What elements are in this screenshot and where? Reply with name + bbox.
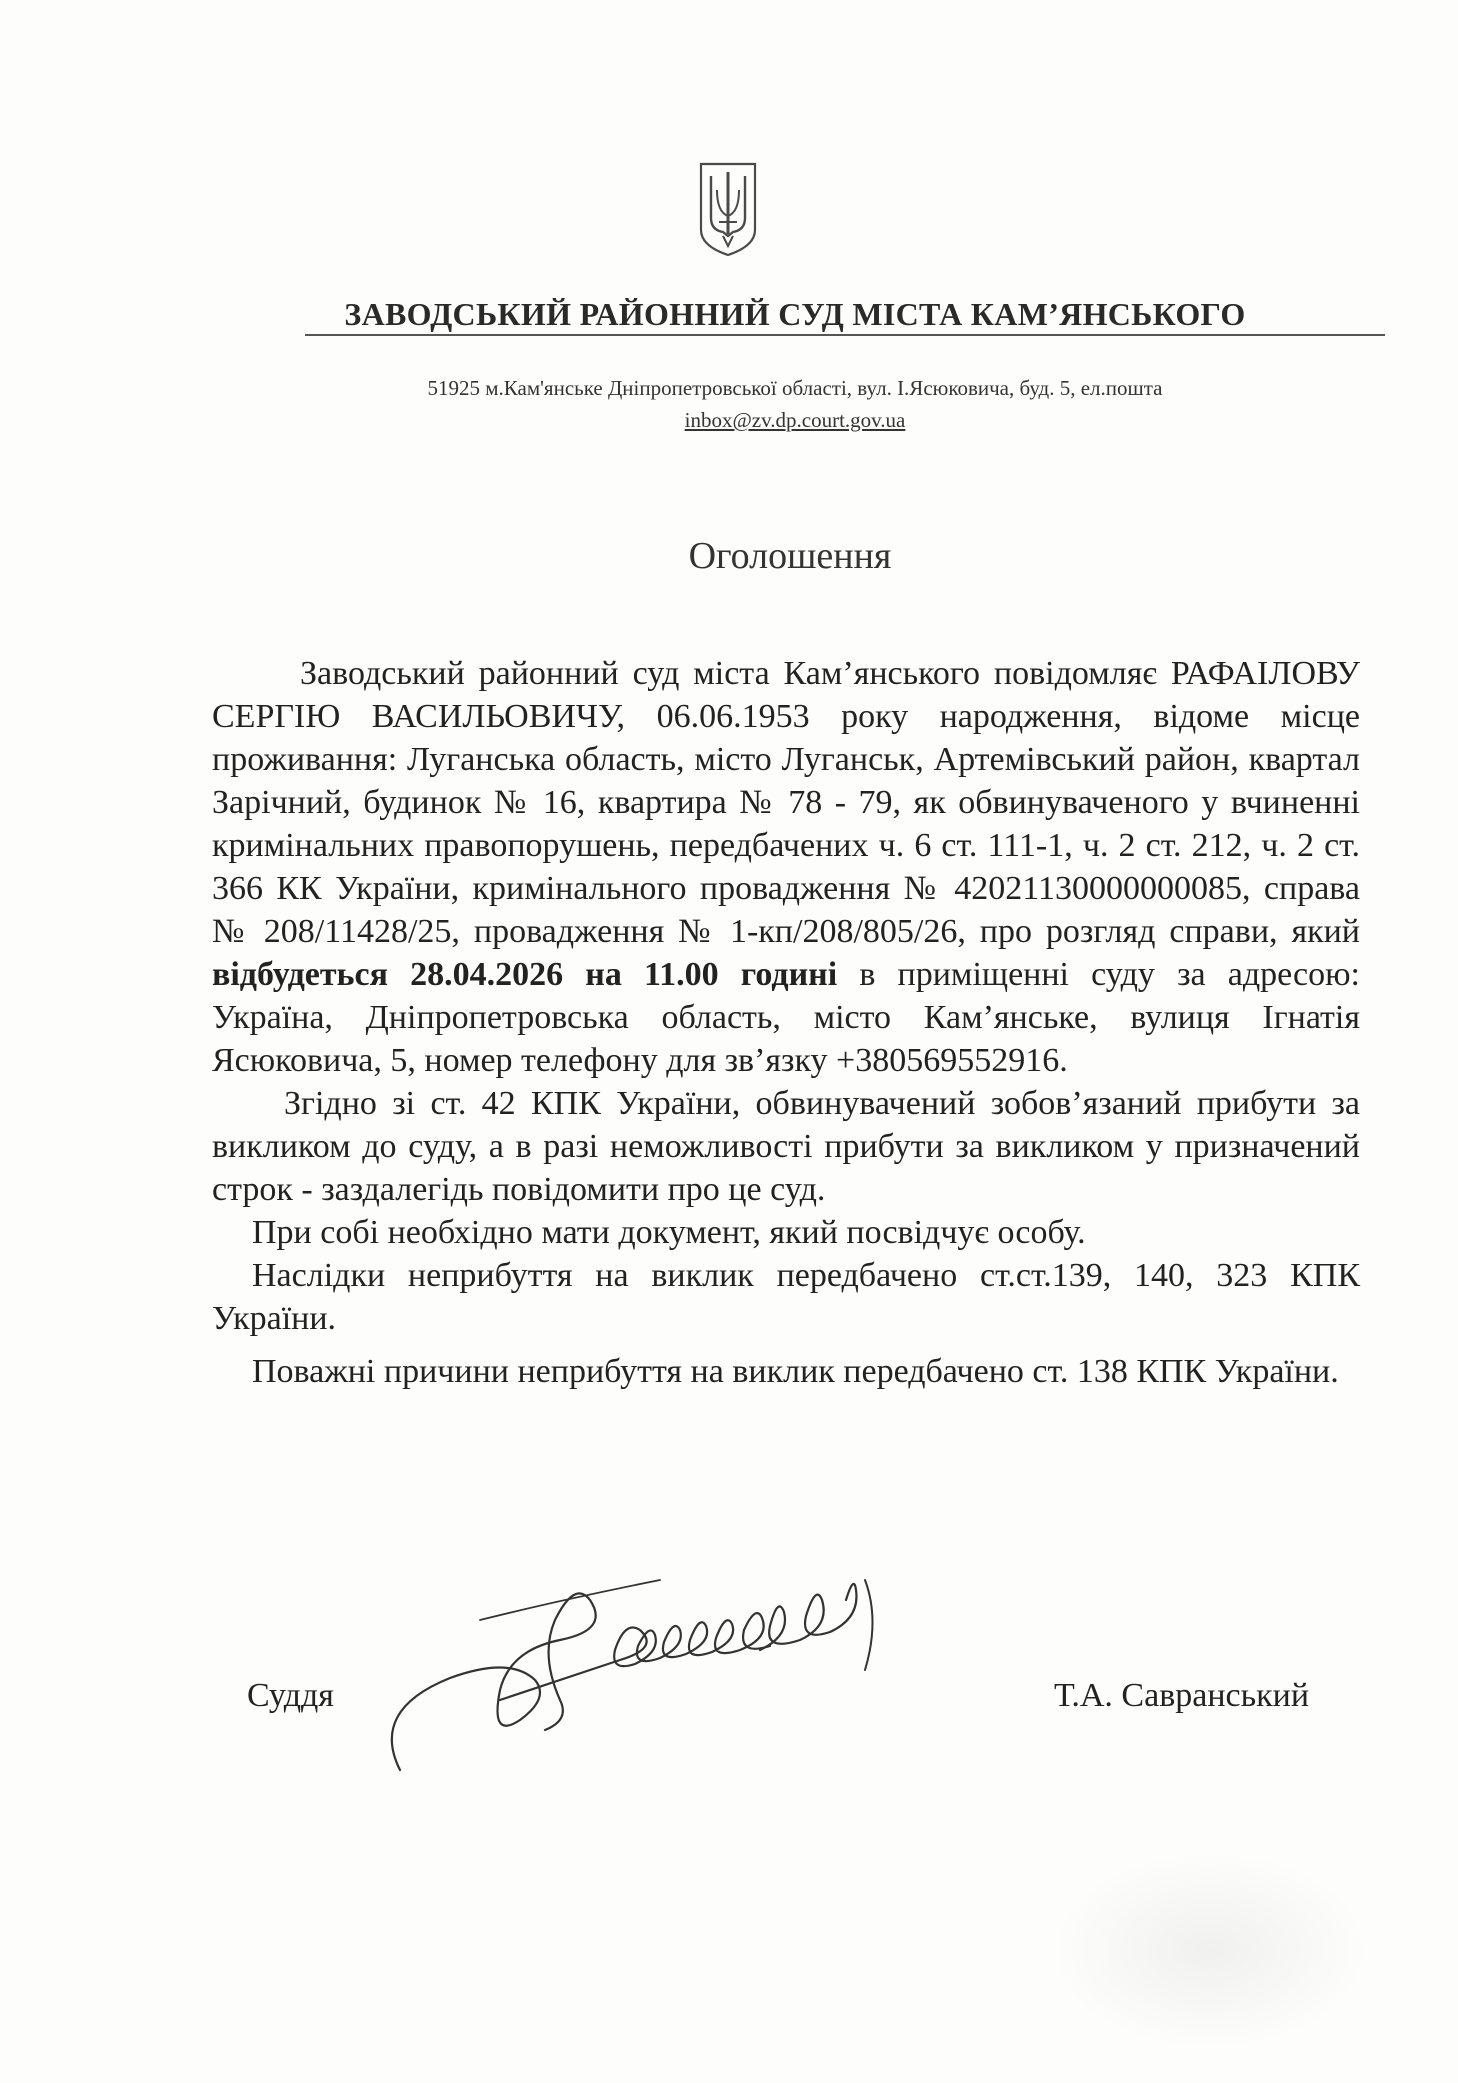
paragraph-notice (212, 652, 1360, 1082)
paragraph-consequences: Наслідки неприбуття на виклик передбачено ст.ст.139, 140, 323 КПК України. (212, 1257, 1360, 1337)
judge-name: Т.А. Савранський (1054, 1677, 1310, 1714)
judge-label: Суддя (247, 1677, 334, 1714)
paragraph-obligation: Згідно зі ст. 42 КПК України, обвинувачений зобов’язаний прибути за викликом до суду, а в разі неможливості прибути за викликом у призначений строк - заздалегідь повідомити про це суд. (212, 1085, 1360, 1208)
trident-emblem-icon (697, 160, 759, 258)
document-body (212, 652, 1360, 1393)
notice-text-end: в приміщенні суду за адресою: Україна, Дніпропетровська область, місто Кам’янське, вулиця Ігнатія Ясюковича, 5, номер телефону для зв’язку +380569552916. (212, 956, 1360, 1079)
hearing-date-time: відбудеться 28.04.2026 на 11.00 годині (212, 956, 838, 993)
court-email-line (300, 408, 1290, 433)
court-email-link[interactable]: inbox@zv.dp.court.gov.ua (684, 408, 906, 432)
notice-text-start: Заводський районний суд міста Кам’янського повідомляє РАФАІЛОВУ СЕРГІЮ ВАСИЛЬОВИЧУ, 06.06.1953 року народження, відоме місце проживання: Луганська область, місто Луганськ, Артемівський район, квартал Зарічний, будинок № 16, квартира № 78 - 79, як обвинуваченого у вчиненні кримінальних правопорушень, передбачених ч. 6 ст. 111-1, ч. 2 ст. 212, ч. 2 ст. 366 КК України, кримінального провадження № 42021130000000085, справа № 208/11428/25, провадження № 1-кп/208/805/26, про розгляд справи, який (212, 655, 1360, 950)
document-title: Оголошення (688, 535, 892, 577)
paragraph-document: При собі необхідно мати документ, який посвідчує особу. (252, 1214, 1086, 1251)
court-address: 51925 м.Кам'янське Дніпропетровської області, вул. І.Ясюковича, буд. 5, ел.пошта (427, 376, 1163, 400)
court-name: ЗАВОДСЬКИЙ РАЙОННИЙ СУД МІСТА КАМ’ЯНСЬКОГО (344, 296, 1246, 332)
paragraph-valid-reasons: Поважні причини неприбуття на виклик передбачено ст. 138 КПК України. (252, 1353, 1339, 1390)
handwritten-signature (360, 1560, 920, 1800)
scan-shadow (1050, 1850, 1370, 2050)
header-divider (305, 334, 1385, 336)
